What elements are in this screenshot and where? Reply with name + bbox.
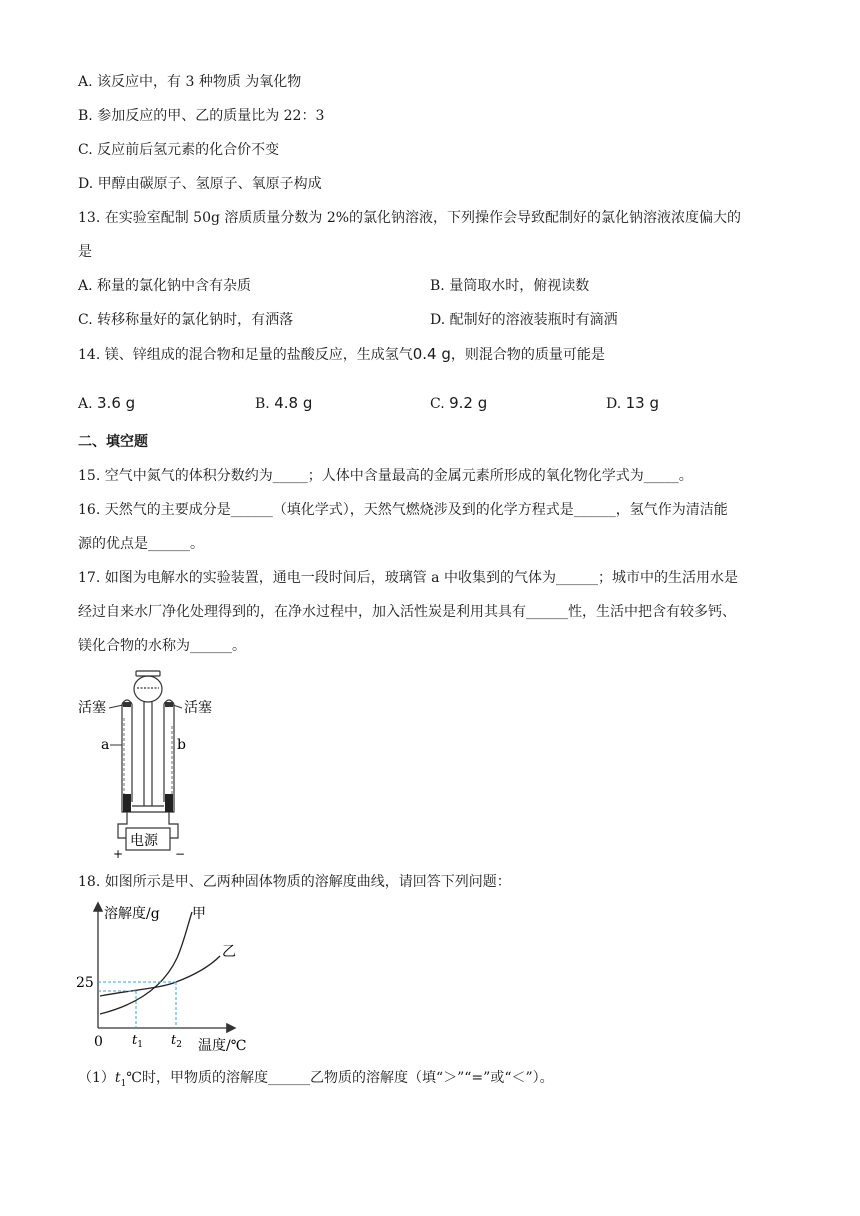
x-tick-t2: $t_2$ [171,1033,182,1050]
section-heading: 二、填空题 [78,434,148,450]
tube-b-label: b [177,737,186,753]
q12-option-c: C. 反应前后氢元素的化合价不变 [78,142,280,158]
guide-lines [98,982,176,1028]
q13-option-a: A. 称量的氯化钠中含有杂质 [78,278,252,294]
tube-b [164,700,174,802]
q14-option-a-value: 3.6 g [97,394,136,412]
q14-option-a-letter: A. [78,396,93,412]
q13-stem-line1: 13. 在实验室配制 50g 溶质质量分数为 2%的氯化钠溶液，下列操作会导致配制好的氯化钠溶液浓度偏大的 [78,210,742,226]
power-supply-label: 电源 [130,833,158,849]
q16-line2: 源的优点是______。 [78,536,204,552]
q14-stem [78,344,605,365]
electrode-right [165,794,173,812]
stopcock-right [165,702,173,707]
curve-yi [100,956,220,996]
curve-yi-label: 乙 [222,944,236,960]
tube-a [122,700,132,802]
water-reservoir [134,671,162,806]
solubility-curve-figure [72,898,262,1058]
curve-jia [100,912,192,1014]
q14-option-c [430,393,487,414]
q14-stem-pre: 14. 镁、锌组成的混合物和足量的盐酸反应，生成氢气 [78,347,413,363]
q14-option-b-letter: B. [255,396,270,412]
x-tick-t1: $t_1$ [132,1033,143,1050]
q13-option-d: D. 配制好的溶液装瓶时有滴洒 [430,312,618,328]
q17-line2: 经过自来水厂净化处理得到的，在净水过程中，加入活性炭是利用其具有______性，生活中把含有较多钙、 [78,604,736,620]
q14-option-c-value: 9.2 g [449,394,488,412]
right-stopcock-label: 活塞 [184,700,212,716]
q18-sub1-t: t [114,1070,121,1086]
power-plus-label: + [113,847,124,861]
q12-option-b: B. 参加反应的甲、乙的质量比为 22：3 [78,108,325,124]
q18-sub1-prefix: （1） [78,1070,115,1086]
q18-sub1 [78,1068,554,1094]
y-tick-25: 25 [76,975,94,991]
q14-option-a [78,393,135,414]
origin-label: 0 [94,1034,103,1050]
power-minus-label: − [175,847,186,861]
curve-jia-label: 甲 [192,906,206,922]
q18-stem: 18. 如图所示是甲、乙两种固体物质的溶解度曲线，请回答下列问题： [78,874,511,890]
q16-line1: 16. 天然气的主要成分是______（填化学式），天然气燃烧涉及到的化学方程式是______，氢气作为清洁能 [78,502,728,518]
q14-option-b [255,393,312,414]
q15-text: 15. 空气中氮气的体积分数约为_____；人体中含量最高的金属元素所形成的氧化物化学式为_____。 [78,468,693,484]
y-axis-label: 溶解度/g [104,906,160,922]
q12-option-d: D. 甲醇由碳原子、氢原子、氧原子构成 [78,176,322,192]
left-stopcock-label: 活塞 [78,700,106,716]
q17-line3: 镁化合物的水称为______。 [78,638,246,654]
q14-stem-value: 0.4 g [412,345,451,363]
stopcock-left [123,702,131,707]
q13-option-c: C. 转移称量好的氯化钠时，有洒落 [78,312,294,328]
tube-a-label: a [101,737,110,753]
q18-sub1-text: ℃时，甲物质的溶解度______乙物质的溶解度（填“＞”“=”或“＜”）。 [126,1070,554,1086]
x-axis-label: 温度/℃ [198,1038,247,1054]
q14-option-b-value: 4.8 g [274,394,313,412]
electrolysis-apparatus-figure [70,666,240,864]
electrode-left [123,794,131,812]
q14-option-d-letter: D. [606,396,622,412]
q14-option-c-letter: C. [430,396,445,412]
q14-option-d [606,393,659,414]
q14-option-d-value: 13 g [625,394,660,412]
q13-option-b: B. 量筒取水时，俯视读数 [430,278,590,294]
q14-stem-post: ，则混合物的质量可能是 [450,347,605,363]
q13-stem-line2: 是 [78,244,92,260]
q12-option-a: A. 该反应中，有 3 种物质 为氧化物 [78,74,302,90]
q18-sub1-sub: 1 [120,1078,127,1089]
q17-line1: 17. 如图为电解水的实验装置，通电一段时间后，玻璃管 a 中收集到的气体为______；城市中的生活用水是 [78,570,738,586]
